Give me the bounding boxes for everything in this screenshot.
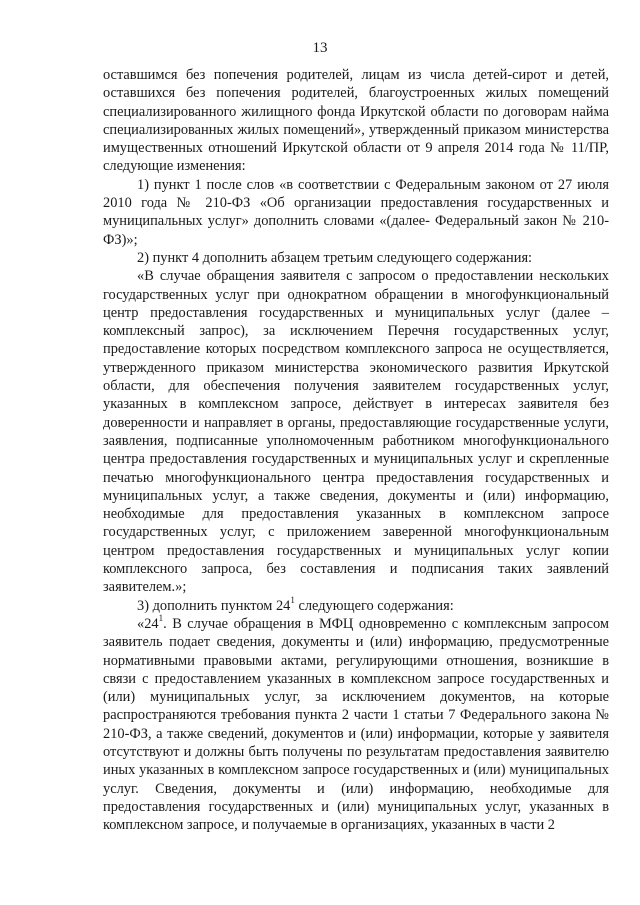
document-body xyxy=(103,66,609,834)
paragraph-item-2: 2) пункт 4 дополнить абзацем третьим следующего содержания: xyxy=(137,249,533,266)
page-number: 13 xyxy=(312,40,328,56)
paragraph-item-3-superscript: 1 xyxy=(290,594,295,605)
paragraph-item-24-1-text-before: «24 xyxy=(137,615,159,632)
paragraph-item-24-1 xyxy=(103,615,609,835)
paragraph-item-1: 1) пункт 1 после слов «в соответствии с Федеральным законом от 27 июля 2010 года № 210-ФЗ «Об организации предоставления государственных и муниципальных услуг» дополнить словами «(далее- Федеральный закон № 210-ФЗ)»; xyxy=(103,176,609,248)
paragraph-item-3 xyxy=(103,594,609,615)
paragraph-item-3-text-after: следующего содержания: xyxy=(294,597,454,614)
paragraph-item-3-text-before: 3) дополнить пунктом 24 xyxy=(137,597,291,614)
paragraph-item-24-1-text-after: . В случае обращения в МФЦ одновременно с комплексным запросом заявитель подает сведения, документы и (или) информацию, предусмотренные нормативными правовыми актами, регулирующими отношения, возникшие в связи с предоставлением указанных в комплексном запросе государственных и (или) муниципальных услуг, за исключением документов, на которые распространяются требования пункта 2 части 1 статьи 7 Федерального закона № 210-ФЗ, а также сведений, документов и (или) информации, которые у заявителя отсутствуют и должны быть получены по результатам предоставления заявителю иных указанных в комплексном запросе государственных и (или) муниципальных услуг. Сведения, документы и (или) информацию, необходимые для предоставления государственных и (или) муниципальных услуг, указанных в комплексном запросе, и получаемые в организациях, указанных в части 2 xyxy=(103,615,609,834)
paragraph-order-continuation: оставшимся без попечения родителей, лицам из числа детей-сирот и детей, оставшихся без попечения родителей, благоустроенных жилых помещений специализированного жилищного фонда Иркутской области по договорам найма специализированных жилых помещений», утвержденный приказом министерства имущественных отношений Иркутской области от 9 апреля 2014 года № 11/ПР, следующие изменения: xyxy=(103,67,609,175)
paragraph-item-24-1-superscript: 1 xyxy=(158,613,164,624)
paragraph-item-2-quote: «В случае обращения заявителя с запросом о предоставлении нескольких государственных услуг при однократном обращении в многофункциональный центр предоставления государственных и муниципальных услуг (далее – комплексный запрос), за исключением Перечня государственных услуг, предоставление которых посредством комплексного запроса не осуществляется, утвержденного приказом министерства экономического развития Иркутской области, для обеспечения получения заявителем государственных услуг, указанных в комплексном запросе, действует в интересах заявителя без доверенности и направляет в органы, предоставляющие государственные услуги, заявления, подписанные уполномоченным работником многофункционального центра предоставления государственных и муниципальных услуг и скрепленные печатью многофункционального центра предоставления государственных и муниципальных услуг, а также сведения, документы и (или) информацию, необходимые для предоставления указанных в комплексном запросе государственных услуг, с приложением заверенной многофункциональным центром предоставления государственных и муниципальных услуг копии комплексного запроса, без составления и подписания таких заявлений заявителем.»; xyxy=(103,268,609,596)
